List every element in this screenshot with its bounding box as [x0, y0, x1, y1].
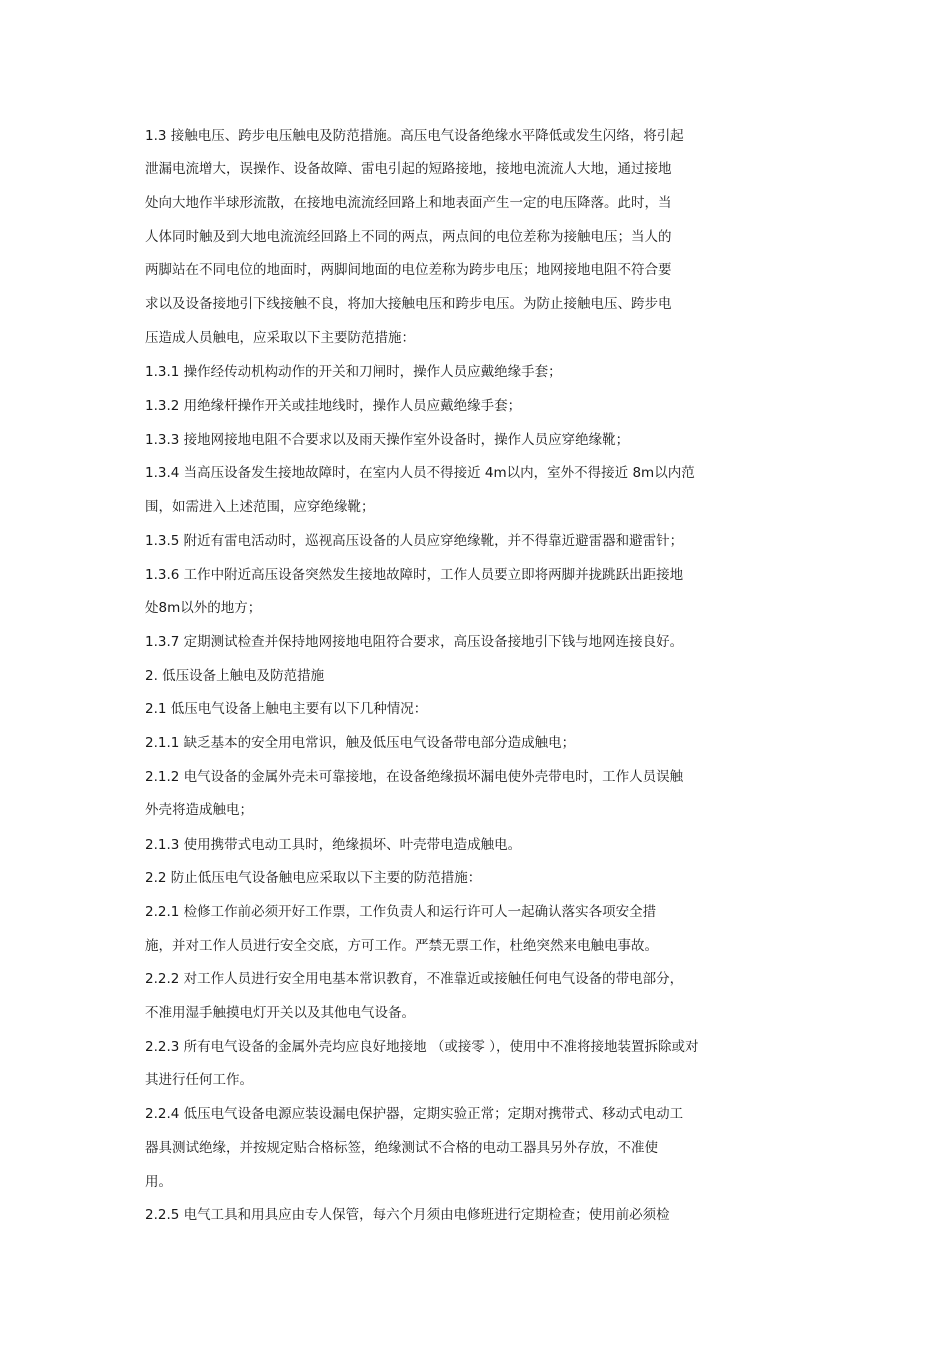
text-line: 求以及设备接地引下线接触不良，将加大接触电压和跨步电压。为防止接触电压、跨步电: [145, 296, 672, 312]
text-line: 不准用湿手触摸电灯开关以及其他电气设备。: [145, 1005, 415, 1021]
text-line: 2.2.4 低压电气设备电源应装设漏电保护器，定期实验正常；定期对携带式、移动式电动工: [145, 1106, 684, 1122]
text-line: 处8m以外的地方；: [145, 600, 262, 616]
text-line: 2.1.2 电气设备的金属外壳未可靠接地，在设备绝缘损坏漏电使外壳带电时，工作人员误触: [145, 769, 684, 785]
text-line: 1.3.5 附近有雷电活动时，巡视高压设备的人员应穿绝缘靴，并不得靠近避雷器和避雷针；: [145, 533, 684, 549]
text-line: 施，并对工作人员进行安全交底，方可工作。严禁无票工作，杜绝突然来电触电事故。: [145, 938, 658, 954]
text-line: 1.3.7 定期测试检查并保持地网接地电阻符合要求，高压设备接地引下钱与地网连接良好。: [145, 634, 684, 650]
text-line: 1.3.6 工作中附近高压设备突然发生接地故障时，工作人员要立即将两脚并拢跳跃出距接地: [145, 567, 684, 583]
text-line: 围，如需进入上述范围，应穿绝缘靴；: [145, 499, 375, 515]
text-line: 1.3 接触电压、跨步电压触电及防范措施。高压电气设备绝缘水平降低或发生闪络，将引起: [145, 128, 684, 144]
text-line: 2.1 低压电气设备上触电主要有以下几种情况：: [145, 701, 428, 717]
text-line: 器具测试绝缘，并按规定贴合格标签，绝缘测试不合格的电动工器具另外存放，不准使: [145, 1140, 658, 1156]
text-line: 2.2.5 电气工具和用具应由专人保管，每六个月须由电修班进行定期检查；使用前必须检: [145, 1207, 670, 1223]
text-line: 2. 低压设备上触电及防范措施: [145, 668, 325, 684]
text-line: 1.3.2 用绝缘杆操作开关或挂地线时，操作人员应戴绝缘手套；: [145, 398, 522, 414]
text-line: 2.1.1 缺乏基本的安全用电常识，触及低压电气设备带电部分造成触电；: [145, 735, 576, 751]
text-line: 泄漏电流增大，误操作、设备故障、雷电引起的短路接地，接地电流流人大地，通过接地: [145, 161, 672, 177]
text-line: 2.2.2 对工作人员进行安全用电基本常识教育，不准靠近或接触任何电气设备的带电部分，: [145, 971, 684, 987]
text-line: 处向大地作半球形流散，在接地电流流经回路上和地表面产生一定的电压降落。此时，当: [145, 195, 672, 211]
text-line: 1.3.3 接地网接地电阻不合要求以及雨天操作室外设备时，操作人员应穿绝缘靴；: [145, 432, 630, 448]
text-line: 外壳将造成触电；: [145, 802, 253, 818]
text-line: 压造成人员触电，应采取以下主要防范措施：: [145, 330, 415, 346]
text-line: 其进行任何工作。: [145, 1072, 253, 1088]
text-line: 两脚站在不同电位的地面时，两脚间地面的电位差称为跨步电压；地网接地电阻不符合要: [145, 262, 672, 278]
text-line: 人体同时触及到大地电流流经回路上不同的两点，两点间的电位差称为接触电压；当人的: [145, 229, 672, 245]
text-line: 2.2 防止低压电气设备触电应采取以下主要的防范措施：: [145, 870, 482, 886]
text-line: 用。: [145, 1174, 172, 1190]
text-line: 2.1.3 使用携带式电动工具时，绝缘损坏、叶壳带电造成触电。: [145, 837, 522, 853]
text-line: 2.2.3 所有电气设备的金属外壳均应良好地接地 （或接零 ），使用中不准将接地装置拆除或对: [145, 1039, 699, 1055]
text-line: 2.2.1 检修工作前必须开好工作票，工作负责人和运行许可人一起确认落实各项安全措: [145, 904, 657, 920]
text-line: 1.3.4 当高压设备发生接地故障时，在室内人员不得接近 4m以内，室外不得接近 8m以内范: [145, 465, 695, 481]
text-line: 1.3.1 操作经传动机构动作的开关和刀闸时，操作人员应戴绝缘手套；: [145, 364, 562, 380]
